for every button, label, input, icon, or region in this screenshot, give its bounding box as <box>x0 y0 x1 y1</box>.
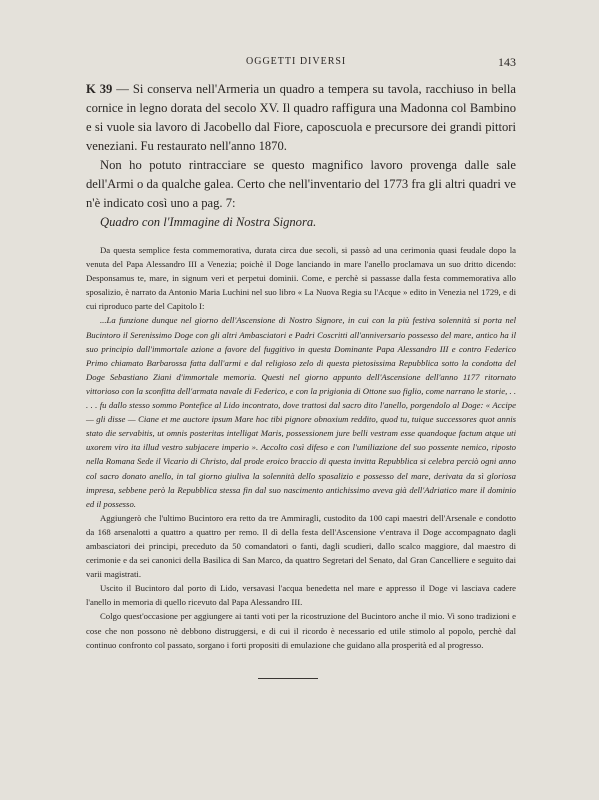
footnote-block <box>86 243 516 652</box>
closing-rule <box>258 678 318 679</box>
catalog-entry <box>86 80 516 232</box>
page-number: 143 <box>498 55 516 69</box>
inventory-quote: Quadro con l'Immagine di Nostra Signora. <box>100 215 317 229</box>
entry-text: — Si conserva nell'Armeria un quadro a tempera su tavola, racchiuso in bella cornice in legno dorata del secolo XV. Il quadro raffigura una Madonna col Bambino e si vuole sia lavoro di Jacobello dal Fiore, caposcuola e precursore dei grandi pittori veneziani. Fu restaurato nell'anno 1870. <box>86 82 516 153</box>
entry-paragraph <box>86 80 516 156</box>
note-paragraph-5: Colgo quest'occasione per aggiungere ai tanti voti per la ricostruzione del Bucintoro anche il mio. Vi sono tradizioni e cose che non possono nè debbono distruggersi, e di cui il ricordo è necessario ed utile stimolo al popolo, perchè dal continuo confronto col passato, sorgano i forti propositi di emulazione che guidano alla prosperità ed al progresso. <box>86 611 516 650</box>
note-paragraph-3: Aggiungerò che l'ultimo Bucintoro era retto da tre Ammiragli, custodito da 100 capi maestri dell'Arsenale e condotto da 168 arsenalotti a quattro a quattro per remo. Il dì della festa dell'Ascensione v'entrava il Doge accompagnato dagli ambasciatori dei principi, preceduto da 50 comandatori o fanti, dagli scudieri, dallo scalco maggiore, dal maestro di cerimonie e da sei canonici della Basilica di San Marco, da quattro Segretari del Senato, dal Gran Cancelliere e seguito dai varii magistrati. <box>86 512 516 580</box>
note-quotation: ...La funzione dunque nel giorno dell'Ascensione di Nostro Signore, in cui con la più festiva solennità si porta nel Bucintoro il Serenissimo Doge con gli altri Ambasciatori e Padri Coscritti all'anniversario possesso del mare, antico ha il suo principio dall'immortale azione a favore del fuggitivo in questa Dominante Papa Alessandro III e contro Federico Primo chiamato Barbarossa fatta dall'armi e dal religioso zelo di questa pietosissima Repubblica sotto la condotta del Doge Sebastiano Ziani d'immortale memoria. Questi nel giorno appunto dell'Ascensione dell'anno 1177 ritornato vittorioso con la sconfitta dell'armata navale di Federico, e con la prigionia di Ottone suo figlio, come narrano le storie, . . . . . fu dallo stesso sommo Pontefice al Lido incontrato, dove trattosi dal sacro dito l'anello, porgendolo al Doge: « Accipe — gli disse — Ciane et me auctore ipsum Mare hoc tibi pignore obnoxium reddito, quod tu, tuique successores quot annis stato die servabitis, ut omnis posteritas intelligat Maris, possessionem jure belli vestram esse quandoque factum atque uti uxorem viro ita illud vestro subjacere imperio ». Accolto così difeso e con l'umiliazione del suo possente nemico, riposto nella Romana Sede il Vicario di Christo, dal prode eroico braccio di questa invitta Repubblica si celebra perciò ogni anno col sacro donato anello, in tal giorno giuliva la solennità dello sposalizio e possesso del mare, derivata da sì gloriosa impresa, sebbene però la Repubblica stessa fin dal suo nascimento antichissimo aveva già dell'Adriatico mare il dominio ed il possesso. <box>86 315 516 509</box>
note-paragraph-4: Uscito il Bucintoro dal porto di Lido, versavasi l'acqua benedetta nel mare e appresso il Doge vi lasciava cadere l'anello in memoria di quello ricevuto dal Papa Alessandro III. <box>86 583 516 608</box>
page-header <box>86 56 516 72</box>
note-paragraph-1: Da questa semplice festa commemorativa, durata circa due secoli, si passò ad una cerimonia quasi feudale dopo la venuta del Papa Alessandro III a Venezia; poichè il Doge lanciando in mare l'anello proclamava un suo dritto dicendo: Desponsamus te, mare, in signum veri et perpetui dominii. Come, e perchè si passasse dalla festa commemorativa allo sposalizio, è narrato da Antonio Maria Luchini nel suo libro « La Nuova Regia su l'Acque » edito in Venezia nel 1729, e di cui riproduco parte del Capitolo I: <box>86 245 516 312</box>
running-title: OGGETTI DIVERSI <box>246 56 347 67</box>
catalog-number: K 39 <box>86 82 113 96</box>
inventory-paragraph: Non ho potuto rintracciare se questo magnifico lavoro provenga dalle sale dell'Armi o da qualche galea. Certo che nell'inventario del 1773 fra gli altri quadri ve n'è indicato così uno a pag. 7: <box>86 158 516 210</box>
